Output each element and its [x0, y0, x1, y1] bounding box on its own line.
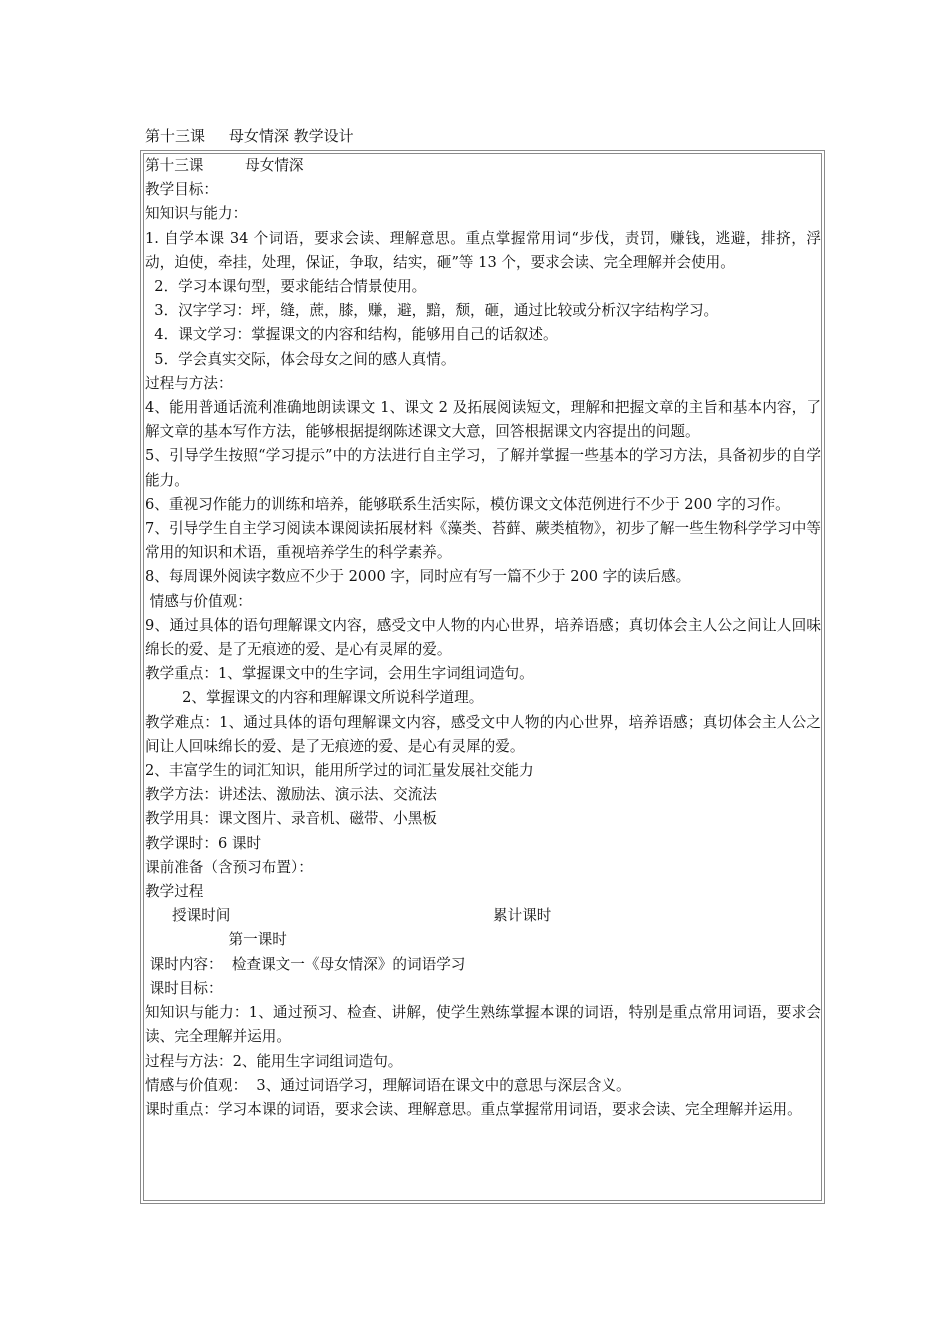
time-row [145, 904, 821, 928]
cumulative-hours-label: 累计课时 [493, 907, 552, 925]
process-item-5: 5、引导学生按照“学习提示”中的方法进行自主学习，了解并掌握一些基本的学习方法，具备初步的自学能力。 [145, 447, 821, 489]
key-points-1: 教学重点：1、掌握课文中的生字词，会用生字词组词造句。 [145, 665, 534, 683]
key-points-2: 2、掌握课文的内容和理解课文所说科学道理。 [145, 689, 484, 707]
process-item-8: 8、每周课外阅读字数应不少于 2000 字，同时应有写一篇不少于 200 字的读后感。 [145, 568, 691, 586]
preparation-heading: 课前准备（含预习布置）： [145, 858, 313, 876]
process-item-4: 4、能用普通话流利准确地朗读课文 1、课文 2 及拓展阅读短文，理解和把握文章的主旨和基本内容，了解文章的基本写作方法，能够根据提纲陈述课文大意，回答根据课文内容提出的问题。 [145, 399, 821, 441]
teaching-tools: 教学用具：课文图片、录音机、磁带、小黑板 [145, 810, 437, 828]
period-objectives-heading: 课时目标： [145, 979, 223, 997]
lesson-heading: 第十三课 母女情深 [145, 157, 304, 174]
knowledge-ability-heading: 知知识与能力： [145, 205, 248, 223]
period-content: 课时内容： 检查课文一《母女情深》的词语学习 [145, 955, 466, 973]
lesson-plan-content [145, 154, 821, 1122]
class-time-label: 授课时间 [172, 907, 231, 925]
first-period-heading: 第一课时 [145, 931, 287, 949]
objective-item-4: 4．课文学习：掌握课文的内容和结构，能够用自己的话叙述。 [145, 326, 558, 344]
objective-item-2: 2．学习本课句型，要求能结合情景使用。 [145, 278, 427, 296]
teaching-process-heading: 教学过程 [145, 883, 204, 901]
emotion-item-9: 9、通过具体的语句理解课文内容，感受文中人物的内心世界，培养语感；真切体会主人公之间让人回味绵长的爱、是了无痕迹的爱、是心有灵犀的爱。 [145, 616, 821, 659]
process-item-7: 7、引导学生自主学习阅读本课阅读拓展材料《藻类、苔藓、蕨类植物》，初步了解一些生物科学学习中等常用的知识和术语，重视培养学生的科学素养。 [145, 520, 821, 562]
process-item-6: 6、重视习作能力的训练和培养，能够联系生活实际，模仿课文文体范例进行不少于 200 字的习作。 [145, 495, 790, 513]
period-emotion-value: 情感与价值观： 3、通过词语学习，理解词语在课文中的意思与深层含义。 [145, 1076, 631, 1094]
difficult-points-1: 教学难点：1、通过具体的语句理解课文内容，感受文中人物的内心世界，培养语感；真切体会主人公之间让人回味绵长的爱、是了无痕迹的爱、是心有灵犀的爱。 [145, 713, 821, 755]
teaching-objectives-heading: 教学目标： [145, 181, 218, 199]
objective-item-3: 3．汉字学习：坪，缝，蔗，膝，赚，避，黯，颓，砸，通过比较或分析汉字结构学习。 [145, 302, 719, 320]
teaching-methods: 教学方法：讲述法、激励法、演示法、交流法 [145, 786, 437, 804]
period-knowledge-ability: 知知识与能力：1、通过预习、检查、讲解，使学生熟练掌握本课的词语，特别是重点常用词语，要求会读、完全理解并运用。 [145, 1004, 821, 1046]
difficult-points-2: 2、丰富学生的词汇知识，能用所学过的词汇量发展社交能力 [145, 762, 534, 780]
objective-item-1: 1. 自学本课 34 个词语，要求会读、理解意思。重点掌握常用词“步伐，责罚，赚钱，逃避，排挤，浮动，迫使，牵挂，处理，保证，争取，结实，砸”等 13 个，要求会读、完全理解并会使用。 [145, 229, 821, 271]
document-title: 第十三课 母女情深 教学设计 [145, 127, 354, 145]
objective-item-5: 5．学会真实交际，体会母女之间的感人真情。 [145, 350, 456, 368]
emotion-value-heading: 情感与价值观： [145, 592, 252, 610]
process-method-heading: 过程与方法： [145, 374, 233, 392]
teaching-hours: 教学课时：6 课时 [145, 834, 262, 852]
period-process-method: 过程与方法：2、能用生字词组词造句。 [145, 1052, 403, 1070]
period-key-points: 课时重点：学习本课的词语，要求会读、理解意思。重点掌握常用词语，要求会读、完全理解并运用。 [145, 1100, 802, 1118]
